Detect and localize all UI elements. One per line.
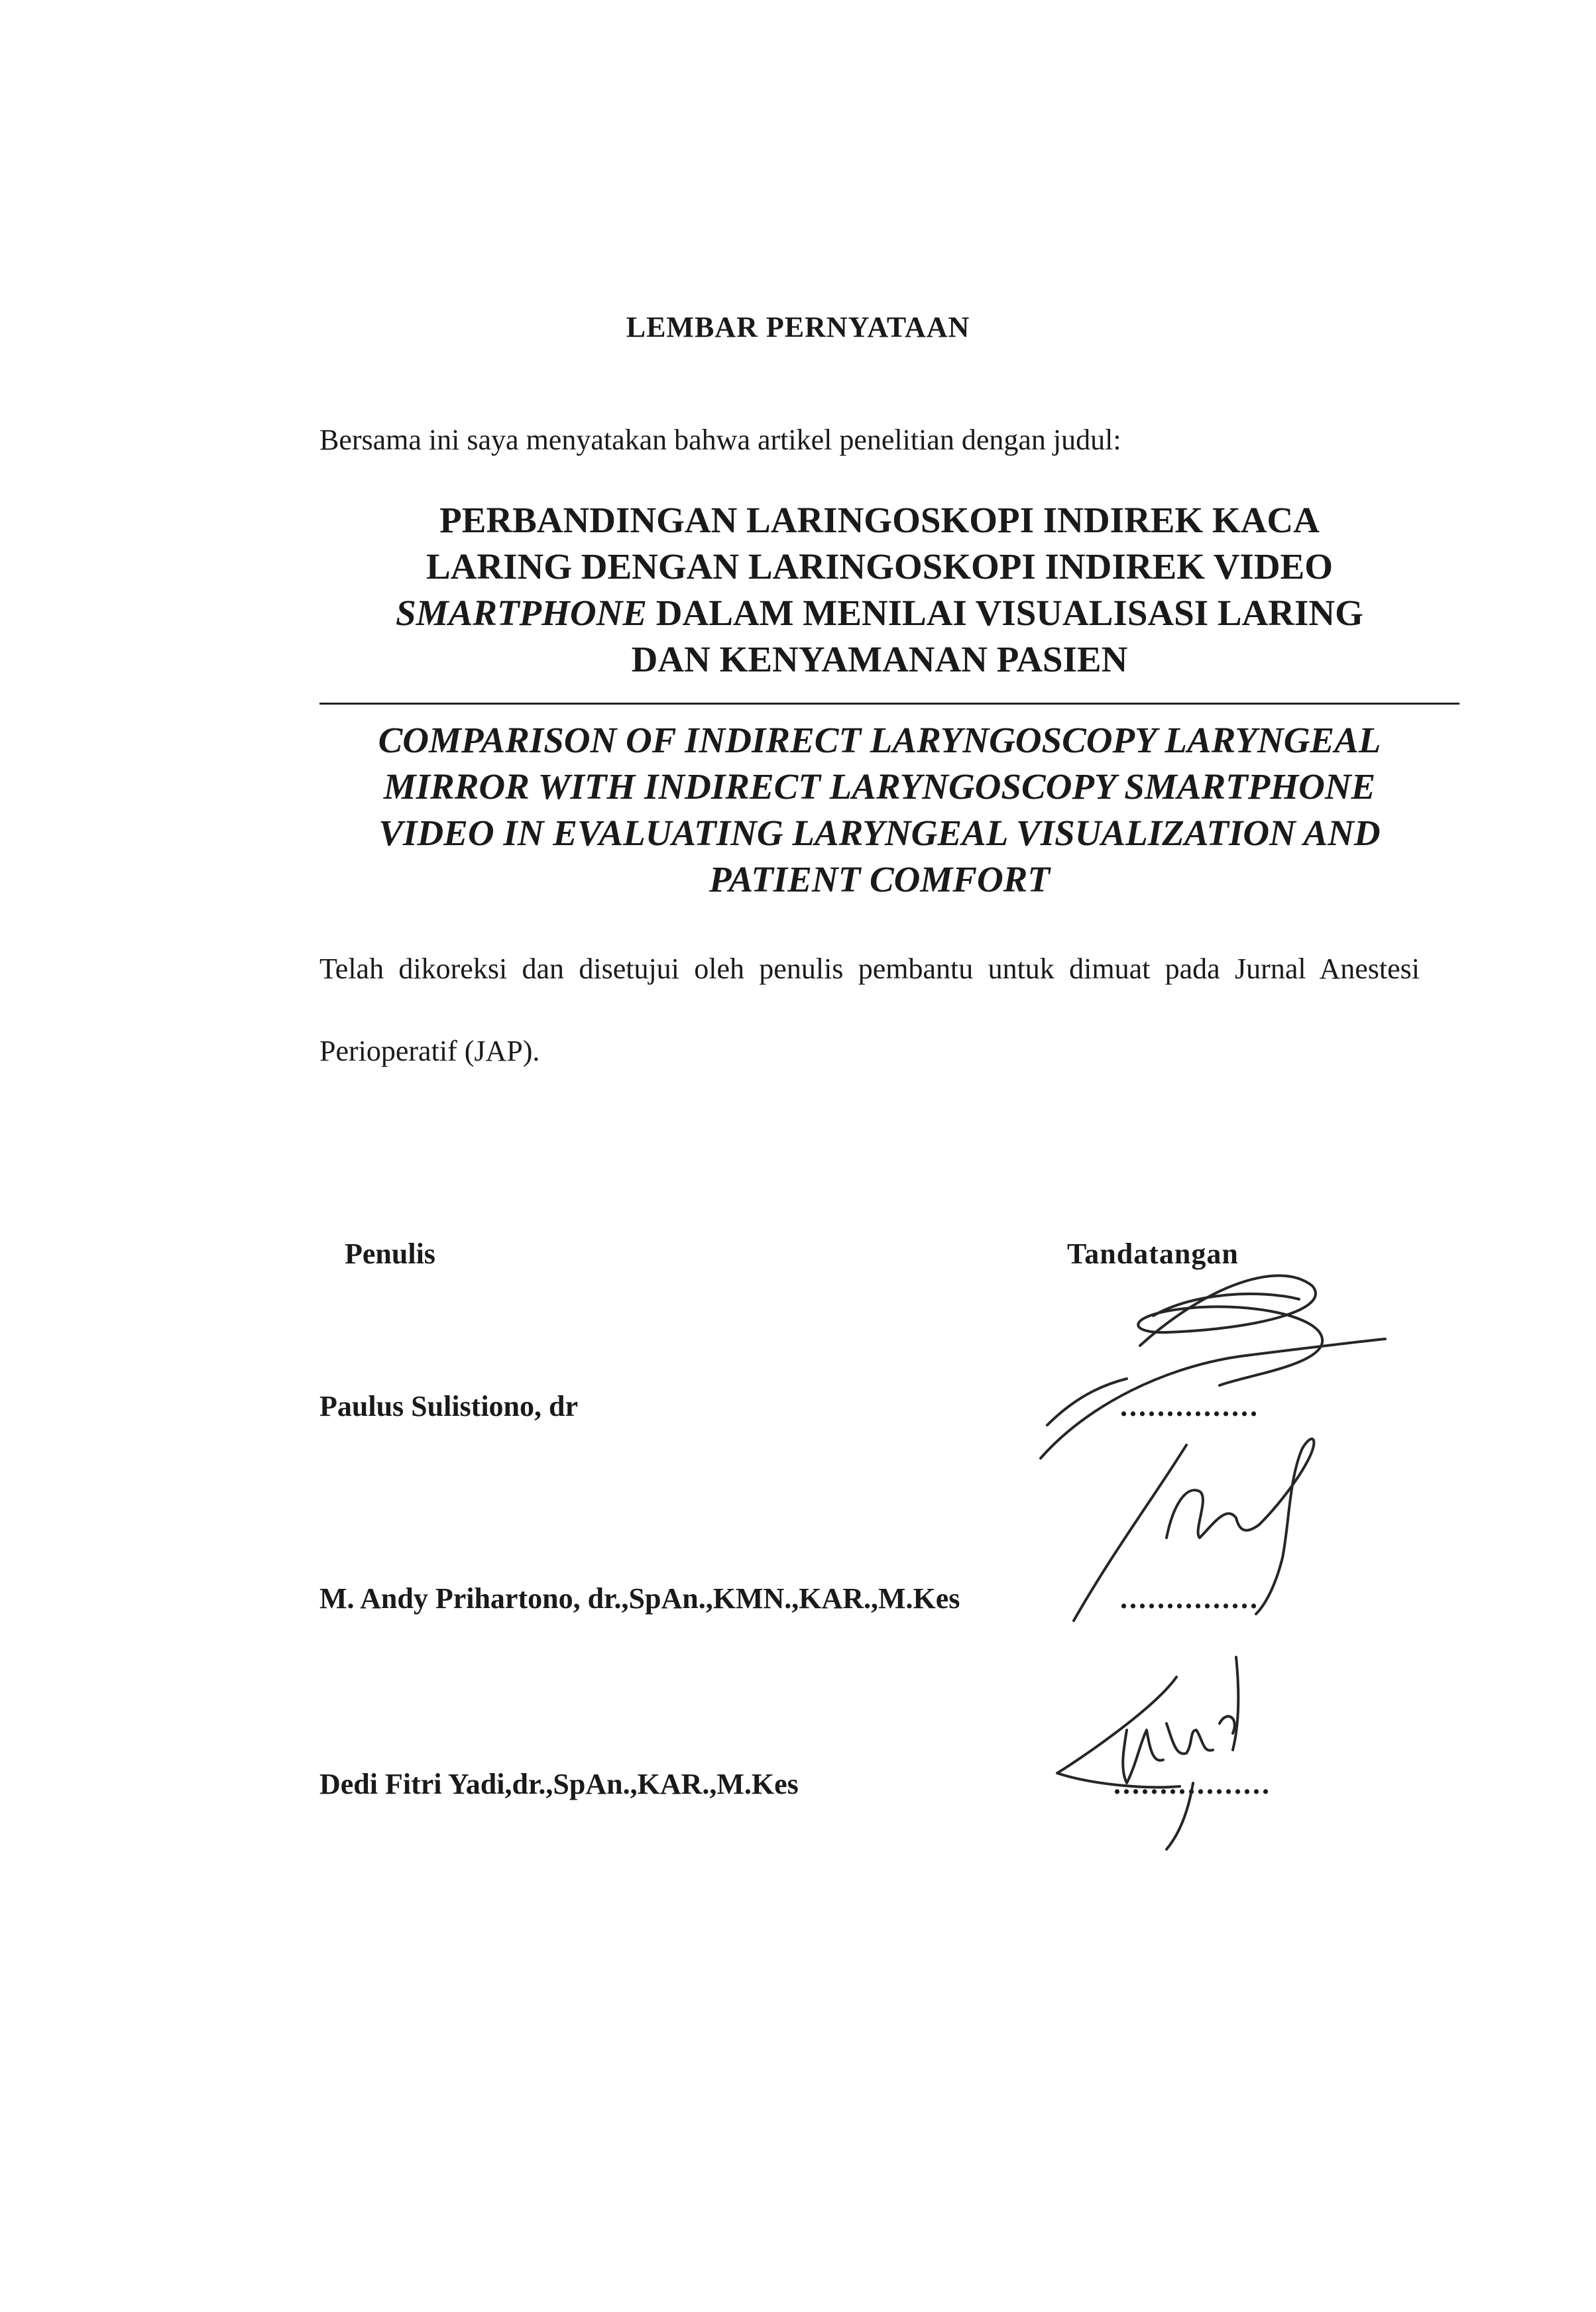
approval-statement: Telah dikoreksi dan disetujui oleh penulis pembantu untuk dimuat pada Jurnal Anestesi Perioperatif (JAP). <box>319 953 1420 1067</box>
title-en-line-1: COMPARISON OF INDIRECT LARYNGOSCOPY LARYNGEAL <box>378 720 1381 760</box>
title-english <box>319 717 1440 903</box>
title-id-line-1: PERBANDINGAN LARINGOSKOPI INDIREK KACA <box>439 500 1320 540</box>
signature-1-icon <box>1041 1275 1385 1458</box>
author-column-label: Penulis <box>345 1238 435 1270</box>
signature-column-label: Tandatangan <box>1067 1238 1239 1270</box>
title-indonesian <box>319 497 1440 683</box>
page-heading: LEMBAR PERNYATAAN <box>626 311 970 343</box>
title-en-line-2: MIRROR WITH INDIRECT LARYNGOSCOPY SMARTPHONE <box>383 766 1376 807</box>
title-id-line-3 <box>319 590 1440 636</box>
title-id-smartphone-word: SMARTPHONE <box>396 593 648 633</box>
signature-line-3: ................. <box>1113 1768 1271 1800</box>
title-id-line-2: LARING DENGAN LARINGOSKOPI INDIREK VIDEO <box>426 546 1334 587</box>
signature-line-2: ............... <box>1120 1582 1259 1615</box>
title-en-line-4: PATIENT COMFORT <box>709 859 1050 899</box>
author-name-1: Paulus Sulistiono, dr <box>319 1390 579 1422</box>
signature-line-1: ............... <box>1120 1390 1259 1422</box>
author-name-3: Dedi Fitri Yadi,dr.,SpAn.,KAR.,M.Kes <box>319 1768 799 1800</box>
title-id-line-4: DAN KENYAMANAN PASIEN <box>631 639 1128 679</box>
title-en-line-3: VIDEO IN EVALUATING LARYNGEAL VISUALIZATION AND <box>378 813 1381 853</box>
intro-text: Bersama ini saya menyatakan bahwa artikel penelitian dengan judul: <box>319 424 1121 456</box>
title-id-line-3-rest: DALAM MENILAI VISUALISASI LARING <box>647 593 1363 633</box>
author-name-2: M. Andy Prihartono, dr.,SpAn.,KMN.,KAR.,M.Kes <box>319 1582 960 1615</box>
signature-3-icon <box>1057 1657 1238 1849</box>
title-divider <box>319 703 1459 705</box>
